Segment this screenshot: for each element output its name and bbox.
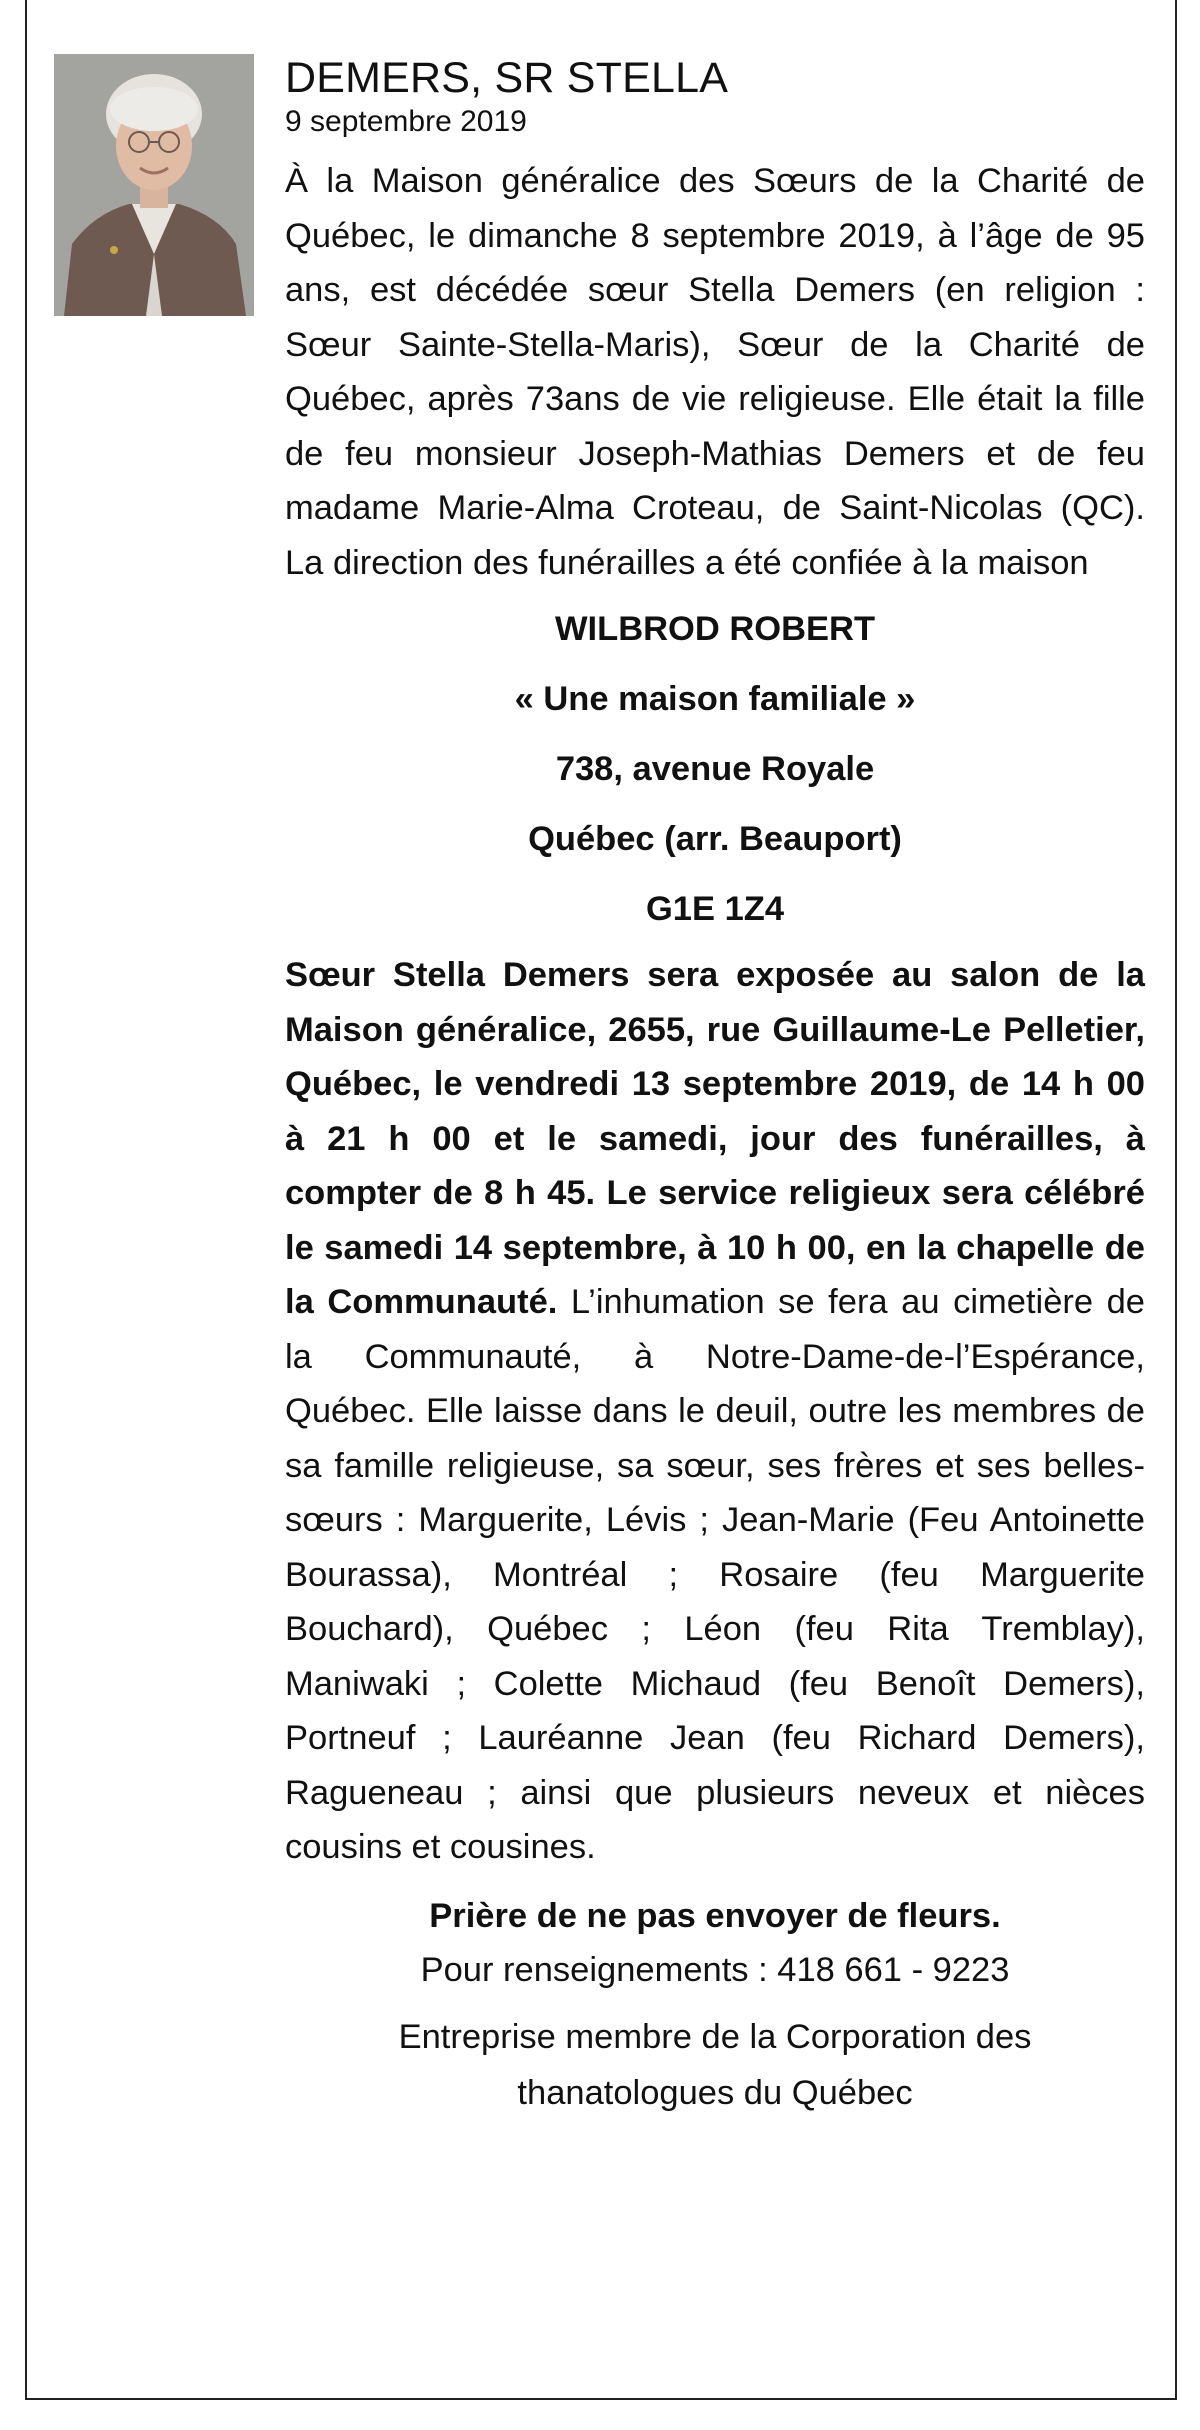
obituary-content bbox=[285, 52, 1145, 2121]
intro-paragraph: À la Maison généralice des Sœurs de la Charité de Québec, le dimanche 8 septembre 2019, à l’âge de 95 ans, est décédée sœur Stella Demers (en religion : Sœur Sainte-Stella-Maris), Sœur de la Charité de Québec, après 73ans de vie religieuse. Elle était la fille de feu monsieur Joseph-Mathias Demers et de feu madame Marie-Alma Croteau, de Saint-Nicolas (QC). La direction des funérailles a été confiée à la maison bbox=[285, 162, 1145, 582]
funeral-home-street: 738, avenue Royale bbox=[555, 750, 875, 788]
deceased-name: DEMERS, SR STELLA bbox=[285, 54, 729, 102]
funeral-home-slogan: « Une maison familiale » bbox=[514, 680, 916, 718]
info-phone: Pour renseignements : 418 661 - 9223 bbox=[420, 1950, 1010, 1989]
notice-date: 9 septembre 2019 bbox=[285, 105, 527, 138]
funeral-home-postal: G1E 1Z4 bbox=[645, 890, 785, 928]
funeral-home-name: WILBROD ROBERT bbox=[554, 610, 876, 648]
exposition-paragraph bbox=[285, 948, 1145, 1875]
portrait-photo bbox=[54, 54, 254, 316]
corporation-line-1: Entreprise membre de la Corporation des bbox=[398, 2017, 1032, 2056]
no-flowers-notice: Prière de ne pas envoyer de fleurs. bbox=[429, 1896, 1001, 1935]
corporation-notice bbox=[285, 2009, 1145, 2121]
exposition-regular-text: L’inhumation se fera au cimetière de la Communauté, à Notre-Dame-de-l’Espérance, Québec. Elle laisse dans le deuil, outre les membres de sa famille religieuse, sa sœur, ses frères et ses belles-sœurs : Marguerite, Lévis ; Jean-Marie (Feu Antoinette Bourassa), Montréal ; Rosaire (feu Marguerite Bouchard), Québec ; Léon (feu Rita Tremblay), Maniwaki ; Colette Michaud (feu Benoît Demers), Portneuf ; Lauréanne Jean (feu Richard Demers), Ragueneau ; ainsi que plusieurs neveux et nièces cousins et cousines. bbox=[285, 1283, 1145, 1866]
corporation-line-2: thanatologues du Québec bbox=[517, 2073, 913, 2112]
funeral-home-city: Québec (arr. Beauport) bbox=[528, 820, 902, 858]
exposition-bold-text: Sœur Stella Demers sera exposée au salon de la Maison généralice, 2655, rue Guillaume-Le Pelletier, Québec, le vendredi 13 septembre 2019, de 14 h 00 à 21 h 00 et le samedi, jour des funérailles, à compter de 8 h 45. Le service religieux sera célébré le samedi 14 septembre, à 10 h 00, en la chapelle de la Communauté. bbox=[285, 956, 1145, 1321]
funeral-home-block bbox=[285, 594, 1145, 944]
